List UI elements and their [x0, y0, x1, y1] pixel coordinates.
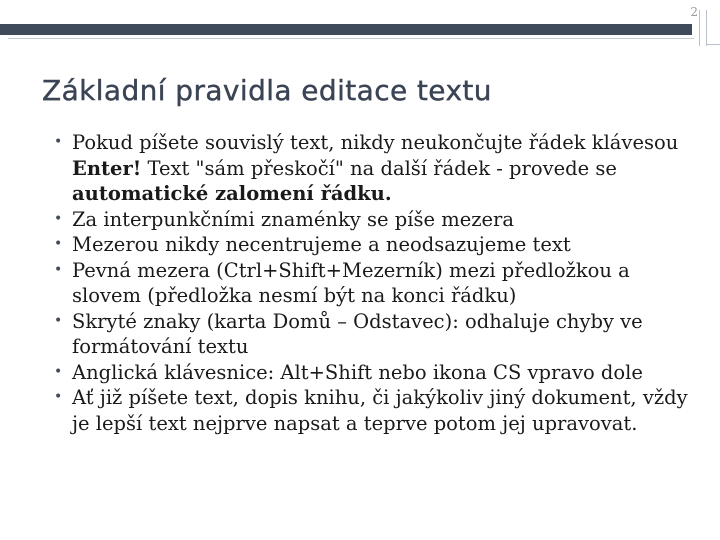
- bullet-icon: •: [54, 363, 63, 380]
- bullet-text: Za interpunkčními znaménky se píše mezera: [72, 207, 515, 231]
- corner-decoration-line: [706, 44, 720, 45]
- bullet-text: Pokud píšete souvislý text, nikdy neukončujte řádek klávesou: [72, 131, 679, 154]
- bullet-icon: •: [54, 312, 63, 329]
- bullet-text: Ať již píšete text, dopis knihu, či jakýkoliv jiný dokument, vždy je lepší text nejprve napsat a teprve potom jej upravovat.: [72, 386, 688, 435]
- bullet-bold-text: Enter!: [72, 156, 142, 180]
- bullet-icon: •: [54, 210, 63, 227]
- bullet-item: [52, 207, 692, 233]
- bullet-item: [52, 130, 692, 207]
- bullet-item: [52, 385, 692, 436]
- corner-decoration-line: [706, 10, 707, 46]
- bullet-bold-text: automatické zalomení řádku.: [72, 182, 392, 205]
- header-rule: [8, 38, 694, 39]
- bullet-icon: •: [54, 261, 63, 278]
- bullet-item: [52, 360, 692, 386]
- bullet-text: Anglická klávesnice: Alt+Shift nebo ikona CS vpravo dole: [72, 360, 643, 384]
- slide-title: Základní pravidla editace textu: [42, 74, 492, 107]
- bullet-icon: •: [54, 236, 63, 252]
- slide-number: 2: [690, 5, 698, 19]
- bullet-icon: •: [54, 134, 63, 150]
- bullet-text: Mezerou nikdy necentrujeme a neodsazujeme text: [72, 233, 571, 256]
- bullet-item: [52, 232, 692, 258]
- bullet-list: [52, 130, 692, 436]
- header-bar: [0, 24, 692, 35]
- bullet-text: Skryté znaky (karta Domů – Odstavec): odhaluje chyby ve formátování textu: [72, 309, 643, 358]
- bullet-text: Pevná mezera (Ctrl+Shift+Mezerník) mezi předložkou a slovem (předložka nesmí být na konci řádku): [72, 258, 630, 307]
- bullet-item: [52, 309, 692, 360]
- bullet-item: [52, 258, 692, 309]
- bullet-icon: •: [54, 389, 63, 405]
- bullet-text: Text "sám přeskočí" na další řádek - provede se: [141, 156, 617, 180]
- corner-decoration-line: [699, 10, 700, 46]
